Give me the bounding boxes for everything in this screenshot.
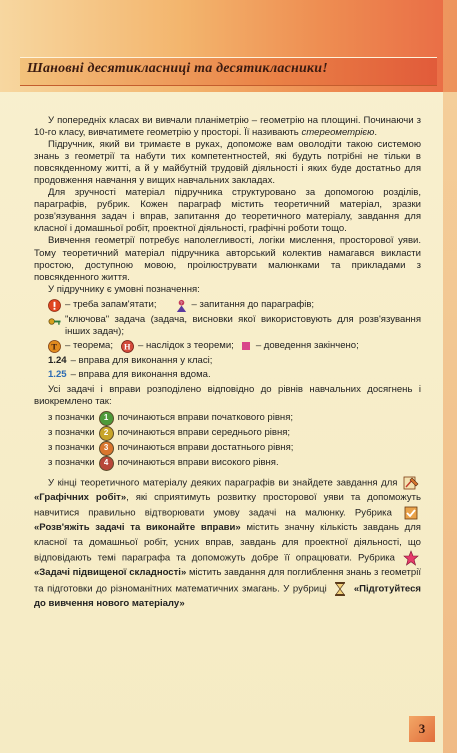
legend-remember: – треба запам'ятати; bbox=[65, 299, 157, 311]
rubric-prepare-new-material: «Підготуйтеся до вивчення нового матеріалу» bbox=[34, 583, 421, 609]
level-row-1: з позначки 1 починаються вправи початкового рівня; bbox=[48, 411, 421, 426]
legend-row-1 bbox=[48, 299, 421, 312]
page-title: Шановні десятикласниці та десятикласники! bbox=[27, 61, 328, 76]
legend-corollary: – наслідок з теореми; bbox=[138, 340, 234, 352]
intro-paragraph-5: У підручнику є умовні позначення: bbox=[48, 283, 200, 295]
legend-row-2 bbox=[48, 314, 421, 338]
intro-paragraph-3: Для зручності матеріал підручника структуровано за допомогою розділів, параграфів, рубрик. Кожен параграф містить теоретичний матеріал, зразки розв'язування задач і вправ, запитання до теоретичного матеріалу, завдання для класної і домашньої робіт, проектної діяльності, графічні роботи тощо. bbox=[34, 187, 421, 235]
level-row-3: з позначки 3 починаються вправи достатнього рівня; bbox=[48, 441, 421, 456]
level-row-2: з позначки 2 починаються вправи середнього рівня; bbox=[48, 426, 421, 441]
legend-row-3 bbox=[48, 340, 421, 353]
svg-text:T: T bbox=[51, 342, 57, 352]
exclamation-icon bbox=[48, 299, 61, 312]
page-number: 3 bbox=[409, 716, 435, 742]
rubric-advanced-tasks: «Задачі підвищеної складності» bbox=[34, 567, 187, 579]
intro-paragraph-4: Вивчення геометрії потребує наполегливості, логіки мислення, просторової уяви. Тому теоретичний матеріал підручника авторський колектив намагався викласти простою, доступною мовою, проілюструвати малюнками та прикладами з повсякденного життя. bbox=[34, 235, 421, 283]
legend-home-exercise: – вправа для виконання вдома. bbox=[70, 368, 211, 380]
star-icon bbox=[403, 550, 419, 566]
outro-paragraph: У кінці теоретичного матеріалу деяких параграфів ви знайдете завдання для «Графічних робіт», які сприятимуть розвитку просторової уяви та допоможуть навчитися правильно відтворювати умову задачі на малюнку. Рубрика «Розв'яжіть задачі та виконайте вправи» містить значну кількість завдань для класної та домашньої робіт, усних вправ, завдань для проектної діяльності, що відповідають темі параграфа та допоможуть добре її опрацювати. Рубрика «Задачі підвищеної складності» містить завдання для поглиблення знань з геометрії та підготовки до різноманітних математичних змагань. У рубриці «Підготуйтеся до вивчення нового матеріалу» bbox=[34, 475, 421, 611]
home-exercise-number: 1.25 bbox=[48, 368, 67, 380]
hourglass-icon bbox=[332, 581, 348, 597]
legend-proof-end: – доведення закінчено; bbox=[255, 340, 359, 352]
legend-key-task: "ключова" задача (задача, висновки якої використовують для розв'язування інших задач); bbox=[65, 313, 421, 337]
graphic-work-icon bbox=[403, 475, 419, 491]
legend-questions: – запитання до параграфів; bbox=[191, 299, 315, 311]
level-1-icon: 1 bbox=[99, 411, 114, 426]
intro-paragraph-2: Підручник, який ви тримаєте в руках, допоможе вам оволодіти такою системою знань з геометрії та набути тих компетентностей, які будуть потрібні не тільки в повсякденному житті, а й у майбутній трудовій діяльності і яких буде достатньо для продовження навчання у вищих навчальних закладах. bbox=[34, 139, 421, 187]
rubric-solve-tasks: «Розв'яжіть задачі та виконайте вправи» bbox=[34, 522, 241, 534]
levels-intro: Усі задачі і вправи розподілено відповідно до рівнів навчальних досягнень і виокремлено так: bbox=[34, 383, 421, 407]
intro-paragraph-1: У попередніх класах ви вивчали планіметрію – геометрію на площині. Починаючи з 10-го класу, вивчатимете геометрію у просторі. Її називають стереометрією. bbox=[34, 115, 421, 139]
legend-class-exercise: – вправа для виконання у класі; bbox=[70, 354, 213, 366]
key-icon bbox=[48, 315, 61, 328]
term-stereometry: стереометрією bbox=[301, 127, 375, 139]
svg-text:?: ? bbox=[179, 300, 182, 306]
right-edge-strip bbox=[443, 0, 457, 753]
level-3-icon: 3 bbox=[99, 441, 114, 456]
level-4-icon: 4 bbox=[99, 456, 114, 471]
class-exercise-number: 1.24 bbox=[48, 354, 67, 366]
theorem-icon bbox=[48, 340, 61, 353]
corollary-icon bbox=[121, 340, 134, 353]
svg-text:H: H bbox=[123, 342, 131, 352]
legend-row-5 bbox=[48, 369, 421, 381]
legend-row-4 bbox=[48, 355, 421, 367]
question-figure-icon bbox=[175, 299, 188, 312]
content bbox=[34, 115, 421, 611]
level-2-icon: 2 bbox=[99, 426, 114, 441]
legend-theorem: – теорема; bbox=[65, 340, 113, 352]
solve-tasks-icon bbox=[403, 505, 419, 521]
level-row-4: з позначки 4 починаються вправи високого рівня. bbox=[48, 456, 421, 471]
rubric-graphic-works: «Графічних робіт» bbox=[34, 491, 127, 503]
proof-end-square bbox=[242, 342, 250, 350]
